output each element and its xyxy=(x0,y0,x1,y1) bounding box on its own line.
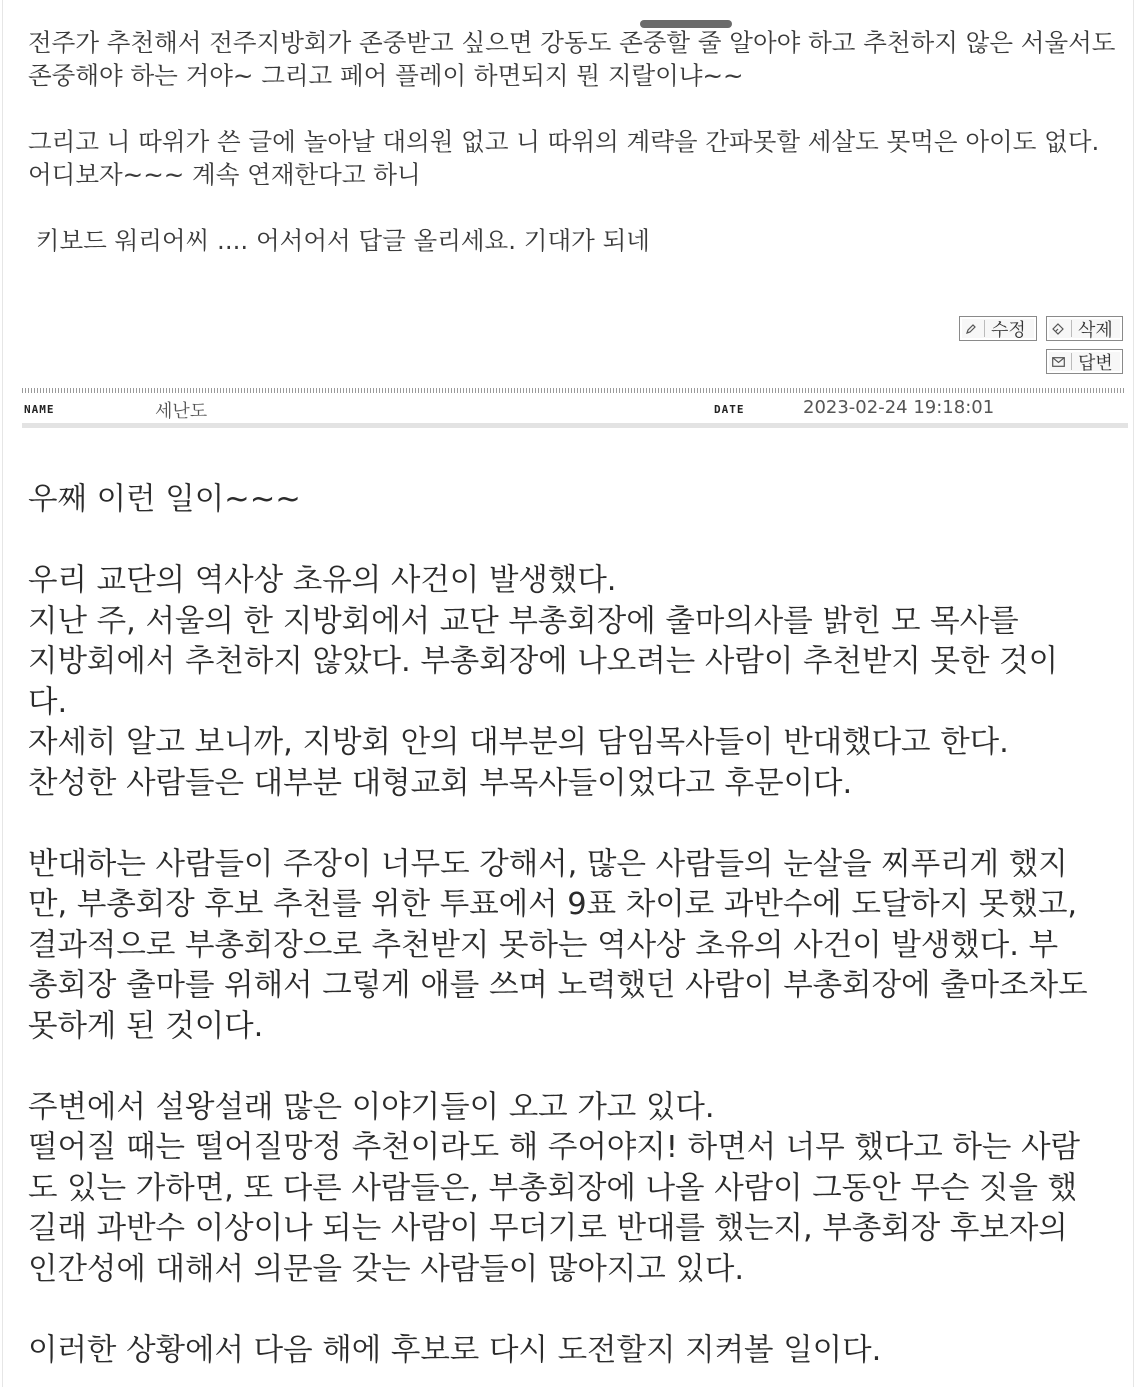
post-line: 우리 교단의 역사상 초유의 사건이 발생했다. xyxy=(28,563,617,598)
post-line xyxy=(28,521,1128,562)
previous-comment-paragraph xyxy=(28,92,1123,125)
post-line: 도 있는 가하면, 또 다른 사람들은, 부총회장에 나올 사람이 그동안 무슨 짓을 했 xyxy=(28,1170,1078,1206)
name-tag: NAME xyxy=(24,403,55,416)
envelope-icon xyxy=(1051,355,1065,369)
reply-button[interactable] xyxy=(1046,349,1123,374)
eraser-icon xyxy=(1051,322,1065,336)
header-divider xyxy=(22,388,1126,393)
previous-comment-paragraph: 키보드 워리어씨 .... 어서어서 답글 올리세요. 기대가 되네 xyxy=(28,226,650,255)
post-line: 주변에서 설왕설래 많은 이야기들이 오고 가고 있다. xyxy=(28,1089,715,1125)
post-line: 이러한 상황에서 다음 해에 후보로 다시 도전할지 지켜볼 일이다. xyxy=(28,1332,882,1368)
scrollbar-thumb[interactable] xyxy=(640,20,732,28)
post-line: 총회장 출마를 위해서 그렇게 애를 쓰며 노력했던 사람이 부총회장에 출마조차도 xyxy=(28,968,1088,1003)
author-name: 세난도 xyxy=(155,401,208,422)
previous-comment-body xyxy=(28,26,1123,257)
previous-comment-paragraph: 전주가 추천해서 전주지방회가 존중받고 싶으면 강동도 존중할 줄 알아야 하고 추천하지 않은 서울서도 존중해야 하는 거야~ 그리고 페어 플레이 하면되지 뭔 지랄이냐~~ xyxy=(28,28,1124,90)
reply-button-label: 답변 xyxy=(1078,352,1113,374)
delete-button[interactable] xyxy=(1046,316,1123,341)
post-date: 2023-02-24 19:18:01 xyxy=(803,397,995,418)
edit-button[interactable] xyxy=(959,316,1037,341)
post-line xyxy=(28,1290,1128,1331)
post-line: 길래 과반수 이상이나 되는 사람이 무더기로 반대를 했는지, 부총회장 후보자의 xyxy=(28,1211,1068,1246)
post-line: 떨어질 때는 떨어질망정 추천이라도 해 주어야지! 하면서 너무 했다고 하는 사람 xyxy=(28,1130,1080,1165)
date-tag: DATE xyxy=(714,403,745,416)
post-line: 지방회에서 추천하지 않았다. 부총회장에 나오려는 사람이 추천받지 못한 것이 xyxy=(28,644,1059,679)
post-line xyxy=(28,804,1128,845)
post-line xyxy=(28,1047,1128,1088)
previous-comment-paragraph: 그리고 니 따위가 쓴 글에 놀아날 대의원 없고 니 따위의 계략을 간파못할 세살도 못먹은 아이도 없다. 어디보자~~~ 계속 연재한다고 하니 xyxy=(28,127,1108,189)
post-line: 다. xyxy=(28,684,68,720)
button-separator xyxy=(984,320,985,337)
post-line: 만, 부총회장 후보 추천를 위한 투표에서 9표 차이로 과반수에 도달하지 못했고, xyxy=(28,887,1078,922)
post-line: 못하게 된 것이다. xyxy=(28,1008,264,1044)
post-line: 우째 이런 일이~~~ xyxy=(28,482,301,517)
post-line: 결과적으로 부총회장으로 추천받지 못하는 역사상 초유의 사건이 발생했다. 부 xyxy=(28,927,1059,963)
post-line: 자세히 알고 보니까, 지방회 안의 대부분의 담임목사들이 반대했다고 한다. xyxy=(28,725,1009,760)
post-line: 찬성한 사람들은 대부분 대형교회 부목사들이었다고 후문이다. xyxy=(28,765,853,801)
post-line: 인간성에 대해서 의문을 갖는 사람들이 많아지고 있다. xyxy=(28,1251,745,1287)
previous-comment-paragraph xyxy=(28,191,1123,224)
button-separator xyxy=(1071,353,1072,370)
button-separator xyxy=(1071,320,1072,337)
meta-divider xyxy=(22,423,1128,428)
pencil-icon xyxy=(964,322,978,336)
edit-button-label: 수정 xyxy=(991,319,1026,341)
delete-button-label: 삭제 xyxy=(1078,319,1113,341)
post-line: 지난 주, 서울의 한 지방회에서 교단 부총회장에 출마의사를 밝힌 모 목사를 xyxy=(28,603,1019,639)
post-body xyxy=(28,480,1128,1371)
post-line: 반대하는 사람들이 주장이 너무도 강해서, 많은 사람들의 눈살을 찌푸리게 했지 xyxy=(28,846,1068,882)
